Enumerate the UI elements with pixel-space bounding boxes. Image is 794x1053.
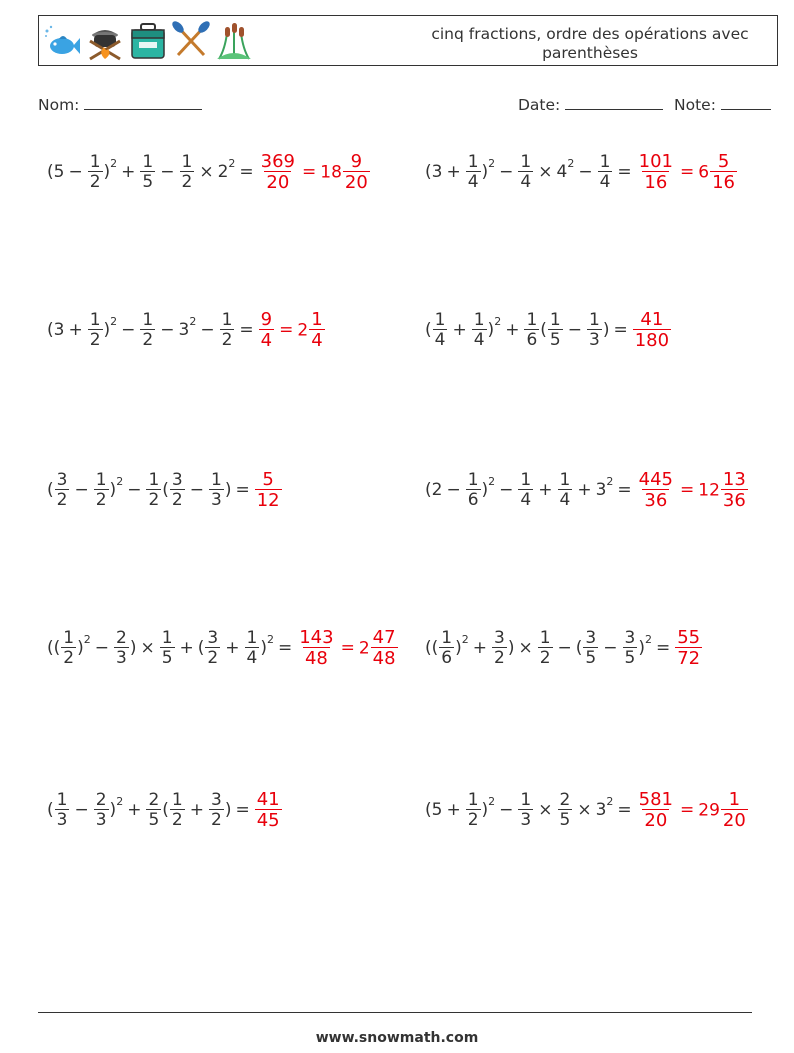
problem-2: (3 + $\frac{1}{4}$ ) $^2$ − $\frac{1}{4}$ × 4 $^2$ − $\frac{1}{4}$ = $\frac{101}{16}$ = 6 $\frac{5}{16}$ [425,142,738,202]
worksheet-header [38,15,778,66]
answer-9: $\frac{41}{45}$ [256,788,280,831]
answer-1: $\frac{369}{20}$ = 18 $\frac{9}{20}$ [260,150,368,193]
worksheet-title: cinq fractions, ordre des opérations avec parenthèses [431,25,749,62]
name-label: Nom: [38,96,80,114]
problem-7: (( $\frac{1}{2}$ ) $^2$ − $\frac{2}{3}$ ) × $\frac{1}{5}$ + ( $\frac{3}{2}$ + $\frac{1}{4}$ ) $^2$ = $\frac{143}{48}$ = 2 $\frac{47}{48}$ [47,618,399,678]
answer-4: $\frac{41}{180}$ [634,308,670,351]
answer-8: $\frac{55}{72}$ [677,626,701,669]
header-icons [43,21,253,63]
problem-1: (5 − $\frac{1}{2}$ ) $^2$ + $\frac{1}{5}$ − $\frac{1}{2}$ × 2 $^2$ = $\frac{369}{20}$ = 18 $\frac{9}{20}$ [47,142,371,202]
name-line[interactable] [84,94,202,110]
cattail-reeds-icon [215,21,253,61]
date-line[interactable] [565,94,663,110]
note-field[interactable] [674,94,771,114]
fish-icon [43,21,81,61]
answer-3: $\frac{9}{4}$ = 2 $\frac{1}{4}$ [260,308,323,351]
date-field[interactable] [518,94,663,114]
problem-4: ( $\frac{1}{4}$ + $\frac{1}{4}$ ) $^2$ + $\frac{1}{6}$ ( $\frac{1}{5}$ − $\frac{1}{3}$ ) = $\frac{41}{180}$ [425,300,672,360]
name-field[interactable] [38,94,202,114]
cooler-box-icon [129,21,167,61]
paddles-icon [172,21,210,61]
footer-url[interactable]: www.snowmath.com [315,1030,479,1046]
answer-2: $\frac{101}{16}$ = 6 $\frac{5}{16}$ [638,150,735,193]
problem-9: ( $\frac{1}{3}$ − $\frac{2}{3}$ ) $^2$ + $\frac{2}{5}$ ( $\frac{1}{2}$ + $\frac{3}{2}$ ) = $\frac{41}{45}$ [47,780,283,840]
footer-divider [38,1012,752,1013]
problem-5: ( $\frac{3}{2}$ − $\frac{1}{2}$ ) $^2$ − $\frac{1}{2}$ ( $\frac{3}{2}$ − $\frac{1}{3}$ ) = $\frac{5}{12}$ [47,460,283,520]
answer-6: $\frac{445}{36}$ = 12 $\frac{13}{36}$ [638,468,746,511]
problem-6: (2 − $\frac{1}{6}$ ) $^2$ − $\frac{1}{4}$ + $\frac{1}{4}$ + 3 $^2$ = $\frac{445}{36}$ = 12 $\frac{13}{36}$ [425,460,749,520]
problem-3: (3 + $\frac{1}{2}$ ) $^2$ − $\frac{1}{2}$ − 3 $^2$ − $\frac{1}{2}$ = $\frac{9}{4}$ = 2 $\frac{1}{4}$ [47,300,326,360]
problem-8: (( $\frac{1}{6}$ ) $^2$ + $\frac{3}{2}$ ) × $\frac{1}{2}$ − ( $\frac{3}{5}$ − $\frac{3}{5}$ ) $^2$ = $\frac{55}{72}$ [425,618,703,678]
answer-7: $\frac{143}{48}$ = 2 $\frac{47}{48}$ [299,626,396,669]
campfire-pot-icon [86,21,124,61]
date-label: Date: [518,96,561,114]
answer-10: $\frac{581}{20}$ = 29 $\frac{1}{20}$ [638,788,746,831]
answer-5: $\frac{5}{12}$ [256,468,280,511]
note-line[interactable] [721,94,771,110]
problem-10: (5 + $\frac{1}{2}$ ) $^2$ − $\frac{1}{3}$ × $\frac{2}{5}$ × 3 $^2$ = $\frac{581}{20}$ = 29 $\frac{1}{20}$ [425,780,749,840]
note-label: Note: [674,96,716,114]
